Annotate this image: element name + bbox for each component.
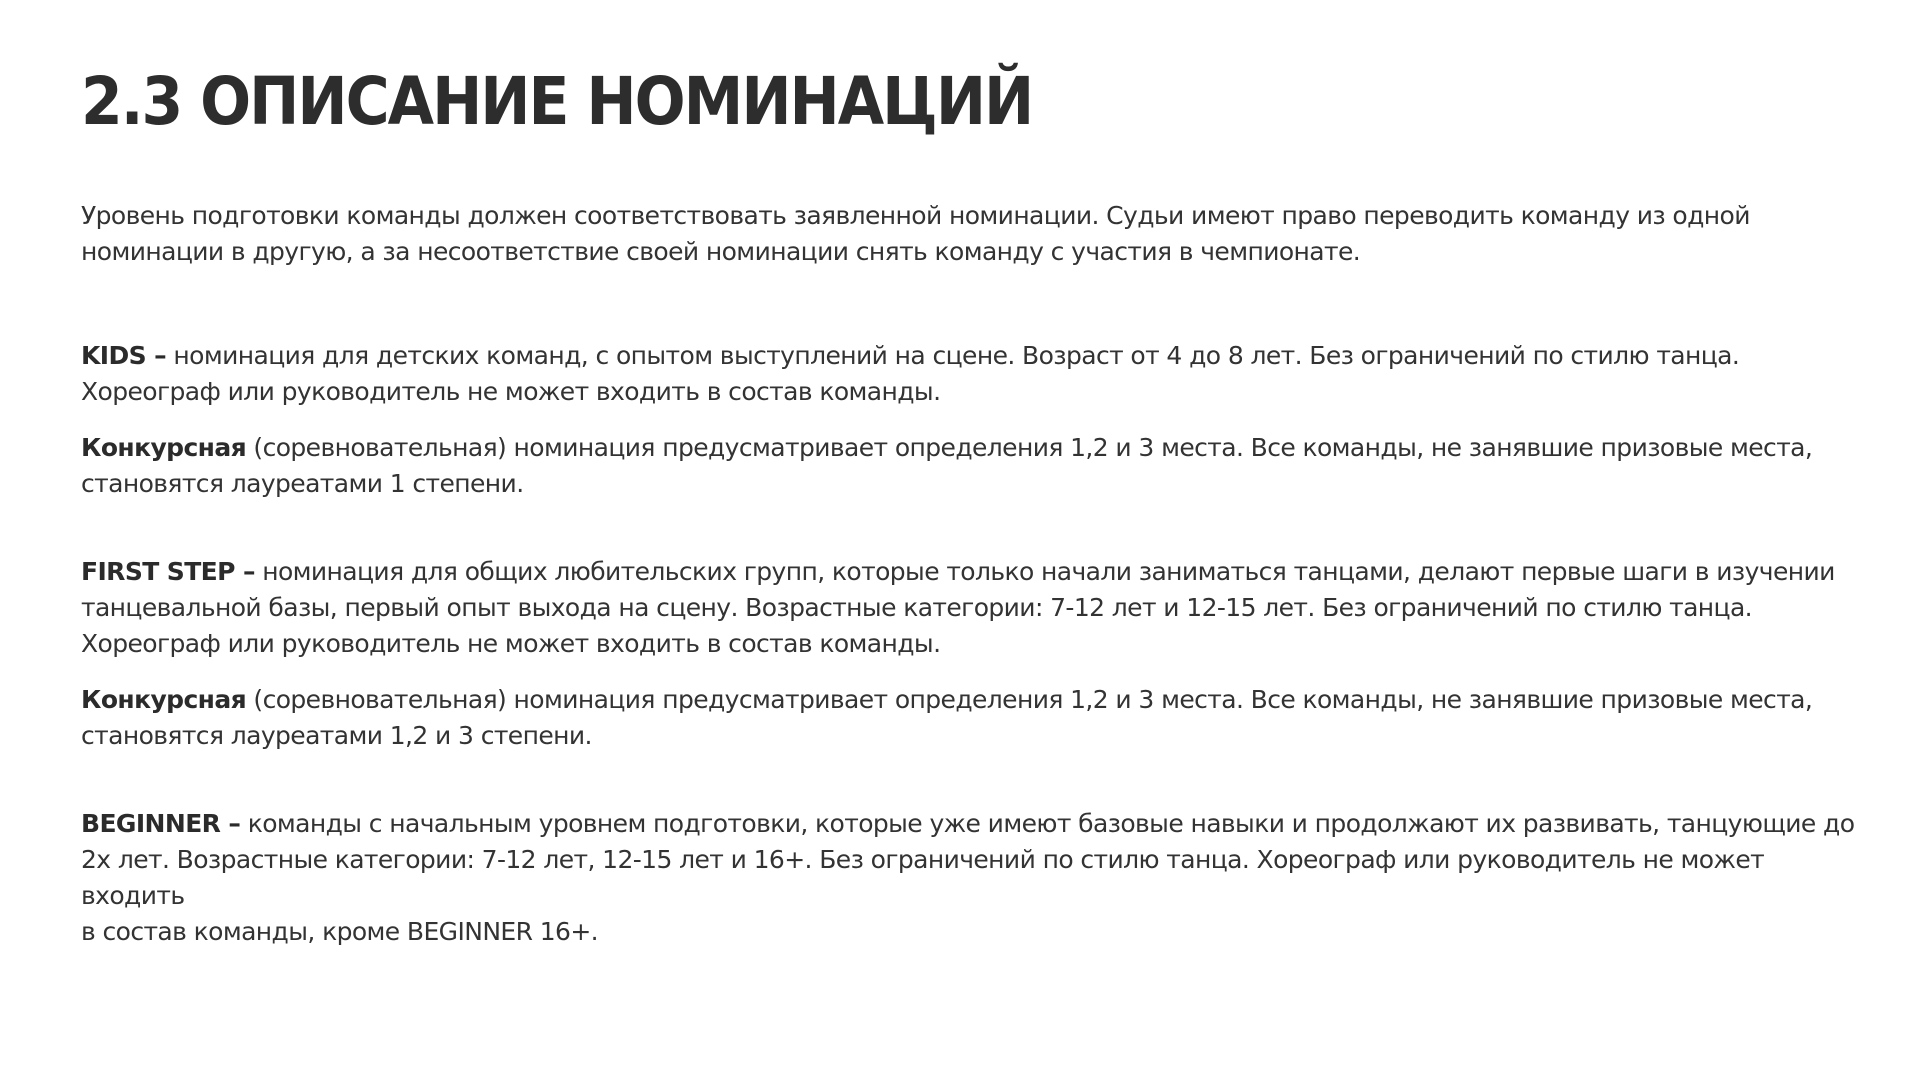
kids-line-1: номинация для детских команд, с опытом выступлений на сцене. Возраст от 4 до 8 лет. Без ограничений по стилю танца. <box>166 341 1740 370</box>
beginner-line-1: команды с начальным уровнем подготовки, которые уже имеют базовые навыки и продолжают их развивать, танцующие до <box>240 809 1855 838</box>
kids-competitive-line-2: становятся лауреатами 1 степени. <box>81 469 524 498</box>
first-step-line-1: номинация для общих любительских групп, которые только начали заниматься танцами, делают первые шаги в изучении <box>254 557 1835 586</box>
intro-line-2: номинации в другую, а за несоответствие своей номинации снять команду с участия в чемпионате. <box>81 237 1361 266</box>
kids-competitive-paragraph <box>81 430 1861 502</box>
first-step-competitive-paragraph <box>81 682 1861 754</box>
beginner-label: BEGINNER – <box>81 809 241 838</box>
beginner-line-3: в состав команды, кроме BEGINNER 16+. <box>81 917 599 946</box>
kids-competitive-label: Конкурсная <box>81 433 247 462</box>
kids-nomination-paragraph <box>81 338 1861 410</box>
first-step-competitive-line-2: становятся лауреатами 1,2 и 3 степени. <box>81 721 592 750</box>
first-step-competitive-label: Конкурсная <box>81 685 247 714</box>
first-step-line-2: танцевальной базы, первый опыт выхода на сцену. Возрастные категории: 7-12 лет и 12-15 лет. Без ограничений по стилю танца. <box>81 593 1753 622</box>
kids-label: KIDS – <box>81 341 167 370</box>
beginner-nomination-paragraph <box>81 806 1861 950</box>
intro-paragraph <box>81 198 1861 270</box>
first-step-competitive-line-1: (соревновательная) номинация предусматривает определения 1,2 и 3 места. Все команды, не занявшие призовые места, <box>246 685 1813 714</box>
first-step-line-3: Хореограф или руководитель не может входить в состав команды. <box>81 629 941 658</box>
page-title: 2.3 ОПИСАНИЕ НОМИНАЦИЙ <box>81 63 1033 141</box>
beginner-line-2: 2х лет. Возрастные категории: 7-12 лет, 12-15 лет и 16+. Без ограничений по стилю танца. Хореограф или руководитель не может входить <box>81 845 1765 910</box>
kids-line-2: Хореограф или руководитель не может входить в состав команды. <box>81 377 941 406</box>
intro-line-1: Уровень подготовки команды должен соответствовать заявленной номинации. Судьи имеют право переводить команду из одной <box>81 201 1750 230</box>
first-step-label: FIRST STEP – <box>81 557 255 586</box>
first-step-nomination-paragraph <box>81 554 1861 662</box>
kids-competitive-line-1: (соревновательная) номинация предусматривает определения 1,2 и 3 места. Все команды, не занявшие призовые места, <box>246 433 1813 462</box>
